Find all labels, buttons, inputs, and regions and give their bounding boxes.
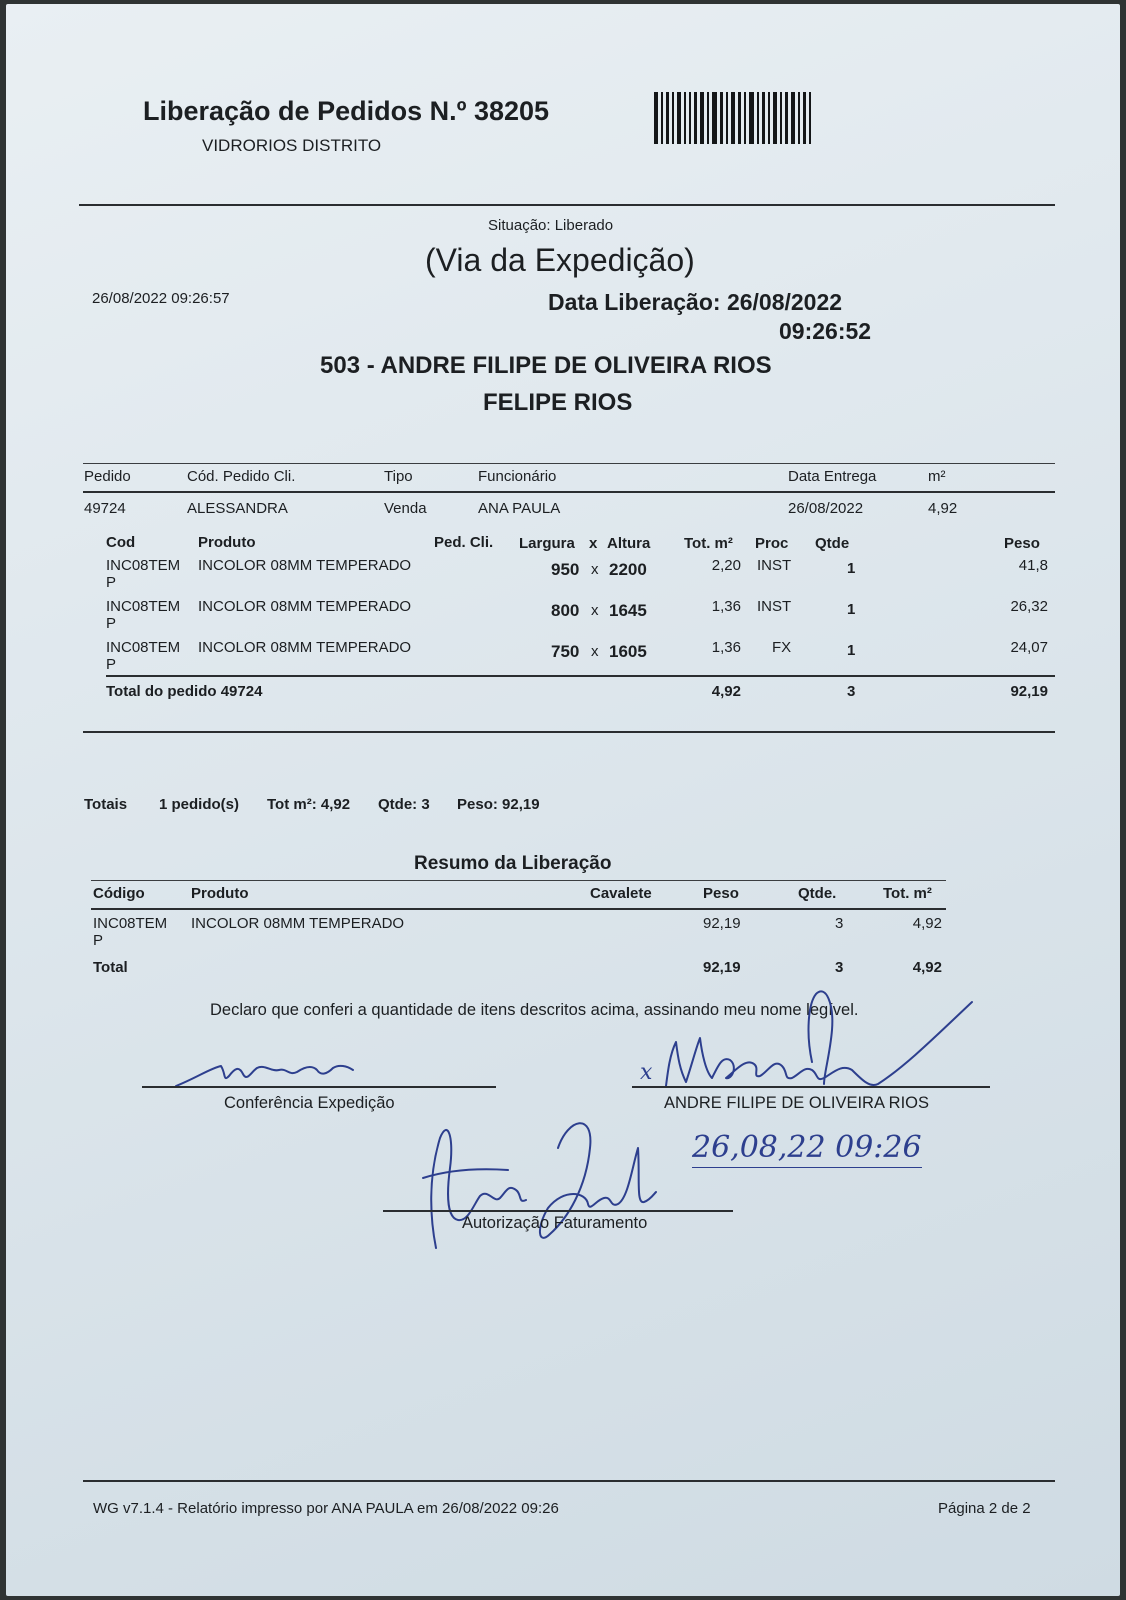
item-header-tot-m2: Tot. m²: [684, 535, 733, 552]
page-number: Página 2 de 2: [938, 1500, 1031, 1517]
document-page: [6, 4, 1120, 1596]
summary-header-cavalete: Cavalete: [590, 885, 652, 902]
declaration-text: Declaro que conferi a quantidade de itens descritos acima, assinando meu nome legível.: [210, 1001, 859, 1019]
summary-tot-m2: 4,92: [912, 915, 942, 932]
summary-header-line: [91, 908, 946, 910]
item-header-altura: Altura: [607, 535, 651, 552]
signature-line-autorizacao: [383, 1210, 733, 1212]
summary-codigo-cont: P: [93, 932, 104, 949]
autorizacao-label: Autorização Faturamento: [462, 1214, 648, 1232]
item-1-proc: INST: [757, 557, 792, 574]
summary-top-line: [91, 880, 946, 881]
summary-total-qtde: 3: [835, 959, 844, 976]
handwritten-date: 26,08,22 09:26: [692, 1130, 922, 1168]
item-3-peso: 24,07: [1010, 639, 1048, 656]
order-total-line: [106, 675, 1055, 677]
item-1-cod: INC08TEM: [106, 557, 181, 574]
summary-header-peso: Peso: [703, 885, 739, 902]
order-number: 49724: [84, 500, 126, 517]
company-name: VIDRORIOS DISTRITO: [202, 136, 382, 155]
summary-codigo: INC08TEM: [93, 915, 168, 932]
summary-peso: 92,19: [703, 915, 741, 932]
item-3-largura: 750: [551, 642, 580, 661]
totals-m2: Tot m²: 4,92: [267, 796, 351, 813]
item-2-qtde: 1: [847, 601, 856, 618]
col-header-tipo: Tipo: [384, 468, 413, 485]
client-subname: FELIPE RIOS: [483, 389, 633, 416]
table-top-line: [83, 463, 1055, 464]
summary-title: Resumo da Liberação: [414, 853, 612, 874]
client-name: 503 - ANDRE FILIPE DE OLIVEIRA RIOS: [320, 352, 772, 379]
item-2-cod: INC08TEM: [106, 598, 181, 615]
order-total-label: Total do pedido 49724: [106, 683, 263, 700]
item-1-x: x: [591, 561, 599, 578]
order-m2: 4,92: [928, 500, 958, 517]
summary-total-peso: 92,19: [703, 959, 741, 976]
divider: [79, 204, 1055, 206]
item-1-produto: INCOLOR 08MM TEMPERADO: [198, 557, 412, 574]
order-client-code: ALESSANDRA: [187, 500, 288, 517]
item-header-produto: Produto: [198, 534, 256, 551]
item-1-peso: 41,8: [1018, 557, 1048, 574]
signature-line-conferencia: [142, 1086, 496, 1088]
document-title: Liberação de Pedidos N.º 38205: [143, 96, 550, 126]
summary-produto: INCOLOR 08MM TEMPERADO: [191, 915, 405, 932]
item-2-proc: INST: [757, 598, 792, 615]
col-header-pedido: Pedido: [84, 468, 131, 485]
item-2-produto: INCOLOR 08MM TEMPERADO: [198, 598, 412, 615]
item-2-x: x: [591, 602, 599, 619]
summary-header-produto: Produto: [191, 885, 249, 902]
order-employee: ANA PAULA: [478, 500, 561, 517]
print-datetime: 26/08/2022 09:26:57: [92, 290, 230, 307]
order-total-m2: 4,92: [711, 683, 741, 700]
item-3-cod-cont: P: [106, 656, 117, 673]
client-signature-label: ANDRE FILIPE DE OLIVEIRA RIOS: [664, 1094, 929, 1112]
totals-pedidos: 1 pedido(s): [159, 796, 240, 813]
item-3-produto: INCOLOR 08MM TEMPERADO: [198, 639, 412, 656]
item-1-altura: 2200: [609, 560, 647, 579]
item-header-ped-cli: Ped. Cli.: [434, 534, 494, 551]
signature-autorizacao: [418, 1108, 658, 1258]
client-x-mark: x: [640, 1060, 653, 1085]
order-delivery-date: 26/08/2022: [788, 500, 864, 517]
barcode: [654, 92, 814, 144]
item-3-qtde: 1: [847, 642, 856, 659]
item-header-largura: Largura: [519, 535, 575, 552]
table-header-line: [83, 491, 1055, 493]
order-total-qtde: 3: [847, 683, 856, 700]
summary-header-qtde: Qtde.: [798, 885, 837, 902]
footer-line: [83, 1480, 1055, 1482]
divider: [83, 731, 1055, 733]
summary-header-tot-m2: Tot. m²: [883, 885, 932, 902]
item-3-cod: INC08TEM: [106, 639, 181, 656]
item-1-largura: 950: [551, 560, 580, 579]
col-header-cod-pedido-cli: Cód. Pedido Cli.: [187, 468, 296, 485]
item-header-qtde: Qtde: [815, 535, 850, 552]
summary-total-m2: 4,92: [912, 959, 942, 976]
signature-line-client: [632, 1086, 990, 1088]
item-1-tot-m2: 2,20: [711, 557, 741, 574]
col-header-m2: m²: [928, 468, 946, 485]
release-date: Data Liberação: 26/08/2022: [548, 289, 843, 315]
item-2-tot-m2: 1,36: [711, 598, 741, 615]
item-header-proc: Proc: [755, 535, 789, 552]
item-3-altura: 1605: [609, 642, 647, 661]
item-header-peso: Peso: [1004, 535, 1040, 552]
item-1-cod-cont: P: [106, 574, 117, 591]
item-3-proc: FX: [772, 639, 792, 656]
item-2-peso: 26,32: [1010, 598, 1048, 615]
release-time: 09:26:52: [779, 318, 872, 344]
item-3-x: x: [591, 643, 599, 660]
conferencia-label: Conferência Expedição: [224, 1094, 395, 1112]
item-3-tot-m2: 1,36: [711, 639, 741, 656]
summary-total-label: Total: [93, 959, 128, 976]
order-total-peso: 92,19: [1010, 683, 1048, 700]
col-header-funcionario: Funcionário: [478, 468, 557, 485]
item-1-qtde: 1: [847, 560, 856, 577]
item-2-cod-cont: P: [106, 615, 117, 632]
situation-status: Situação: Liberado: [488, 217, 614, 234]
summary-qtde: 3: [835, 915, 844, 932]
footer-printed-by: WG v7.1.4 - Relatório impresso por ANA PAULA em 26/08/2022 09:26: [93, 1500, 559, 1517]
item-2-largura: 800: [551, 601, 580, 620]
totals-qtde: Qtde: 3: [378, 796, 430, 813]
item-2-altura: 1645: [609, 601, 647, 620]
via-label: (Via da Expedição): [425, 242, 695, 278]
col-header-data-entrega: Data Entrega: [788, 468, 877, 485]
totals-peso: Peso: 92,19: [457, 796, 540, 813]
item-header-x: x: [589, 535, 598, 552]
item-header-cod: Cod: [106, 534, 136, 551]
summary-header-codigo: Código: [93, 885, 145, 902]
totals-label: Totais: [84, 796, 128, 813]
order-type: Venda: [384, 500, 427, 517]
